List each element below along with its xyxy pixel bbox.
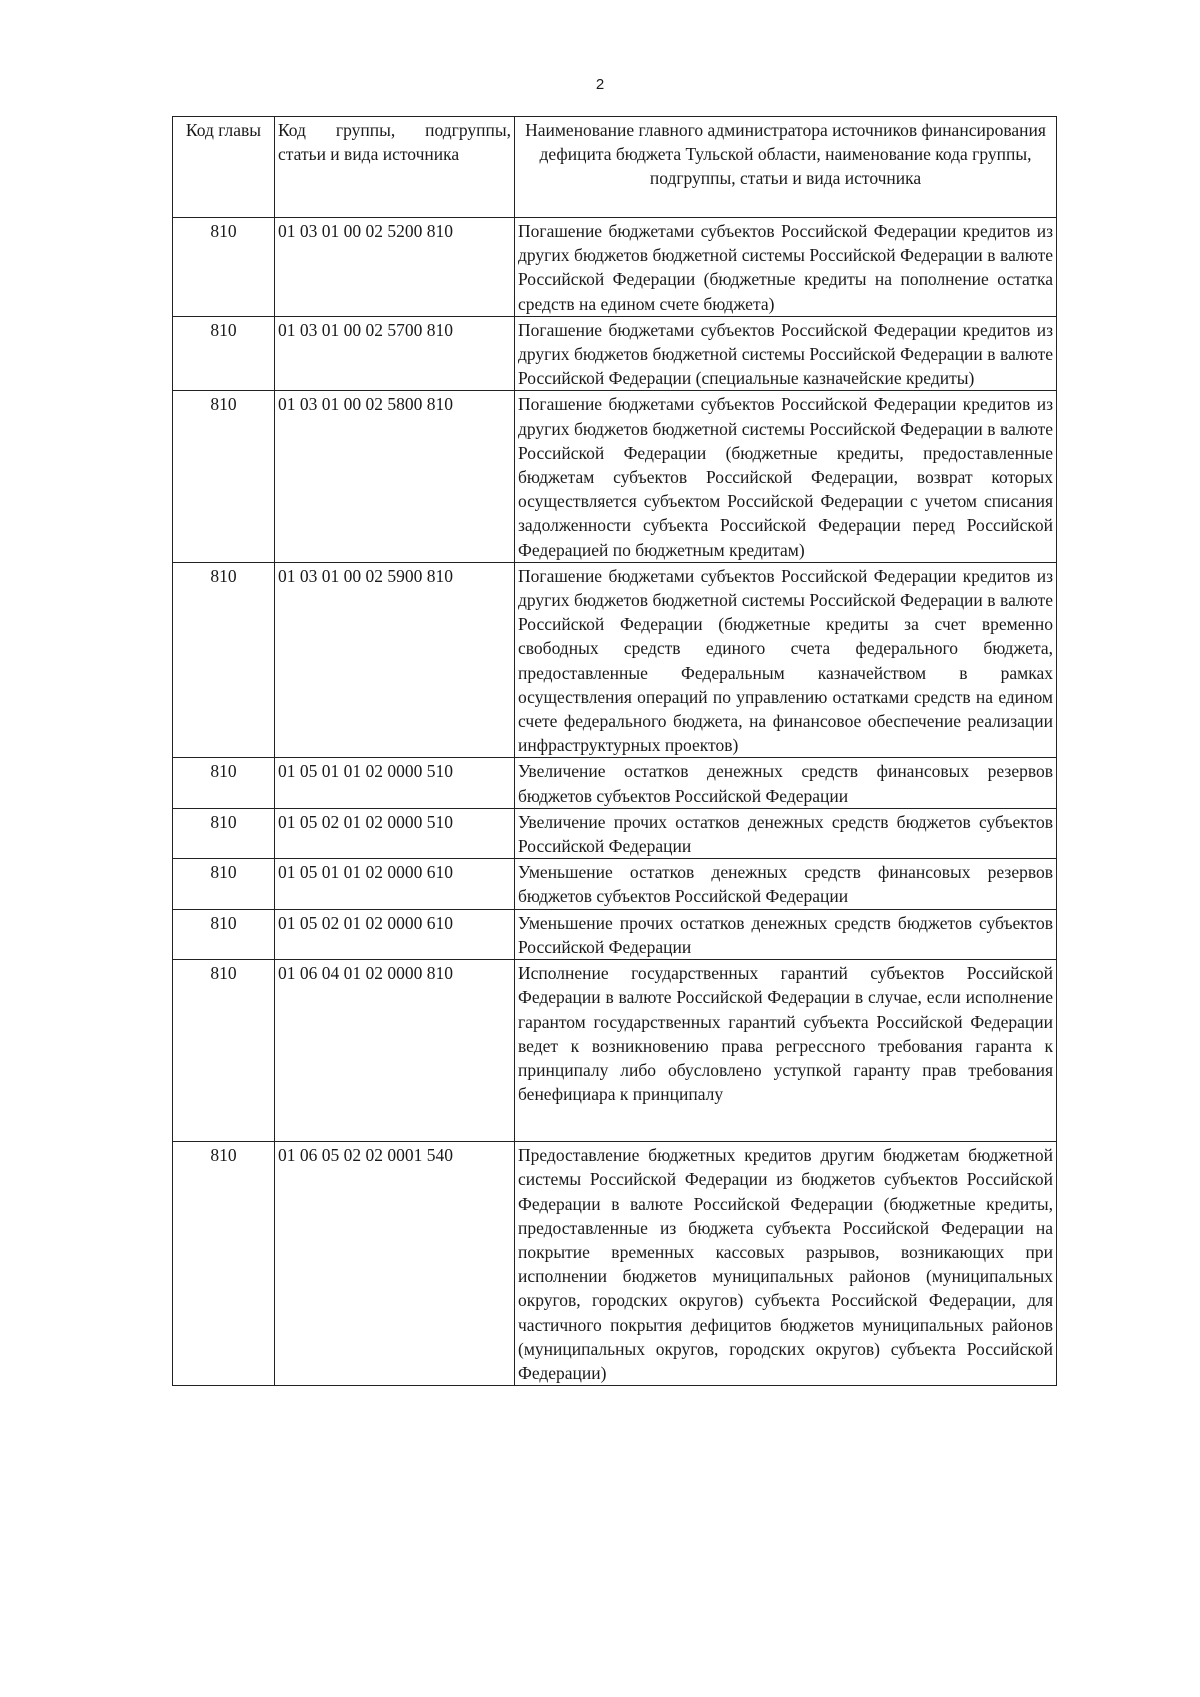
chapter-code-cell: 810 (173, 859, 275, 909)
source-name-cell: Погашение бюджетами субъектов Российской Федерации кредитов из других бюджетов бюджетной системы Российской Федерации в валюте Российской Федерации (бюджетные кредиты за счет временно свободных средств единого счета федерального бюджета, предоставленные Федеральным казначейством в рамках осуществления операций по управлению остатками средств на едином счете федерального бюджета, на финансовое обеспечение реализации инфраструктурных проектов) (515, 562, 1057, 758)
table-row (173, 758, 1057, 808)
table-row (173, 316, 1057, 391)
table-row (173, 562, 1057, 758)
page-number: 2 (595, 76, 605, 93)
chapter-code-cell: 810 (173, 218, 275, 317)
table-header-row (173, 117, 1057, 218)
table-row (173, 960, 1057, 1142)
source-code-cell: 01 03 01 00 02 5200 810 (275, 218, 515, 317)
source-code-cell: 01 03 01 00 02 5800 810 (275, 391, 515, 562)
table-row (173, 808, 1057, 858)
source-code-cell: 01 05 02 01 02 0000 610 (275, 909, 515, 959)
source-name-cell: Предоставление бюджетных кредитов другим бюджетам бюджетной системы Российской Федерации из бюджетов субъектов Российской Федерации в валюте Российской Федерации (бюджетные кредиты, предоставленные из бюджета субъекта Российской Федерации на покрытие временных кассовых разрывов, возникающих при исполнении бюджетов муниципальных районов (муниципальных округов, городских округов) субъекта Российской Федерации, для частичного покрытия дефицитов бюджетов муниципальных районов (муниципальных округов, городских округов) субъекта Российской Федерации) (515, 1142, 1057, 1386)
table-row (173, 391, 1057, 562)
chapter-code-cell: 810 (173, 1142, 275, 1386)
chapter-code-cell: 810 (173, 909, 275, 959)
source-code-cell: 01 05 01 01 02 0000 510 (275, 758, 515, 808)
source-code-cell: 01 06 04 01 02 0000 810 (275, 960, 515, 1142)
source-name-cell: Увеличение остатков денежных средств финансовых резервов бюджетов субъектов Российской Федерации (515, 758, 1057, 808)
source-code-cell: 01 03 01 00 02 5900 810 (275, 562, 515, 758)
table-row (173, 909, 1057, 959)
source-name-cell: Погашение бюджетами субъектов Российской Федерации кредитов из других бюджетов бюджетной системы Российской Федерации в валюте Российской Федерации (бюджетные кредиты на пополнение остатка средств на едином счете бюджета) (515, 218, 1057, 317)
chapter-code-cell: 810 (173, 316, 275, 391)
budget-sources-table (172, 116, 1057, 1386)
chapter-code-cell: 810 (173, 391, 275, 562)
chapter-code-cell: 810 (173, 758, 275, 808)
table-row (173, 859, 1057, 909)
table-row (173, 218, 1057, 317)
source-name-cell: Погашение бюджетами субъектов Российской Федерации кредитов из других бюджетов бюджетной системы Российской Федерации в валюте Российской Федерации (бюджетные кредиты, предоставленные бюджетам субъектов Российской Федерации, возврат которых осуществляется субъектом Российской Федерации с учетом списания задолженности субъекта Российской Федерации перед Российской Федерацией по бюджетным кредитам) (515, 391, 1057, 562)
source-code-cell: 01 03 01 00 02 5700 810 (275, 316, 515, 391)
header-chapter-code: Код главы (173, 117, 275, 218)
chapter-code-cell: 810 (173, 808, 275, 858)
source-name-cell: Уменьшение остатков денежных средств финансовых резервов бюджетов субъектов Российской Федерации (515, 859, 1057, 909)
source-code-cell: 01 05 02 01 02 0000 510 (275, 808, 515, 858)
source-code-cell: 01 05 01 01 02 0000 610 (275, 859, 515, 909)
source-code-cell: 01 06 05 02 02 0001 540 (275, 1142, 515, 1386)
source-name-cell: Уменьшение прочих остатков денежных средств бюджетов субъектов Российской Федерации (515, 909, 1057, 959)
chapter-code-cell: 810 (173, 960, 275, 1142)
chapter-code-cell: 810 (173, 562, 275, 758)
source-name-cell: Погашение бюджетами субъектов Российской Федерации кредитов из других бюджетов бюджетной системы Российской Федерации в валюте Российской Федерации (специальные казначейские кредиты) (515, 316, 1057, 391)
source-name-cell: Увеличение прочих остатков денежных средств бюджетов субъектов Российской Федерации (515, 808, 1057, 858)
source-name-cell: Исполнение государственных гарантий субъектов Российской Федерации в валюте Российской Федерации в случае, если исполнение гарантом государственных гарантий субъекта Российской Федерации ведет к возникновению права регрессного требования гаранта к принципалу либо обусловлено уступкой гаранту прав требования бенефициара к принципалу (515, 960, 1057, 1142)
table-row (173, 1142, 1057, 1386)
header-source-code: Код группы, подгруппы, статьи и вида источника (275, 117, 515, 218)
header-source-name: Наименование главного администратора источников финансирования дефицита бюджета Тульской области, наименование кода группы, подгруппы, статьи и вида источника (515, 117, 1057, 218)
